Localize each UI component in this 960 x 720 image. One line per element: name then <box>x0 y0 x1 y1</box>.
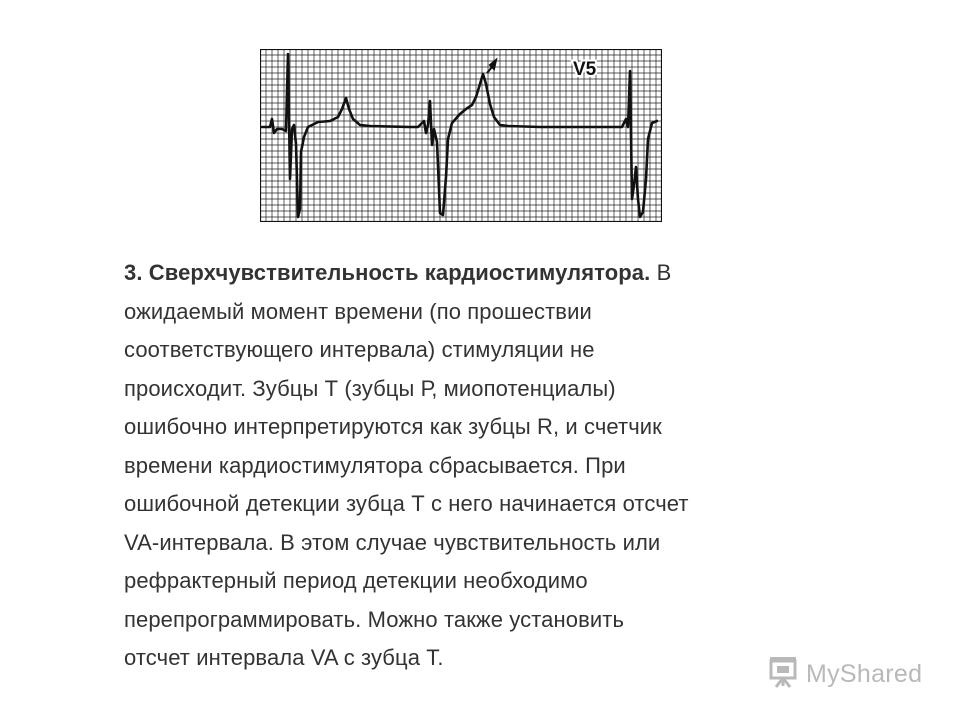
watermark <box>766 656 922 692</box>
text-line-7: VA-интервала. В этом случае чувствительность или <box>124 529 661 555</box>
presentation-board-icon <box>766 655 800 694</box>
text-line-3: происходит. Зубцы Т (зубцы Р, миопотенциалы) <box>124 375 616 401</box>
text-line-0: В <box>656 260 672 285</box>
text-line-2: соответствующего интервала) стимуляции не <box>124 337 595 362</box>
ecg-lead-label: V5 <box>573 59 597 80</box>
text-line-5: времени кардиостимулятора сбрасывается. При <box>124 452 626 478</box>
ecg-strip-figure <box>260 49 662 222</box>
body-paragraph <box>124 254 904 678</box>
text-line-1: ожидаемый момент времени (по прошествии <box>124 298 592 324</box>
section-heading: 3. Сверхчувствительность кардиостимулятора. <box>124 260 651 285</box>
text-line-4: ошибочно интерпретируются как зубцы R, и счетчик <box>124 414 662 439</box>
text-line-10: отсчет интервала VA с зубца Т. <box>124 645 444 670</box>
watermark-text: MyShared <box>806 659 923 688</box>
ecg-strip <box>260 49 662 222</box>
text-line-8: рефрактерный период детекции необходимо <box>124 568 588 593</box>
text-line-6: ошибочной детекции зубца Т с него начинается отсчет <box>124 491 689 516</box>
text-line-9: перепрограммировать. Можно также установить <box>124 606 625 632</box>
